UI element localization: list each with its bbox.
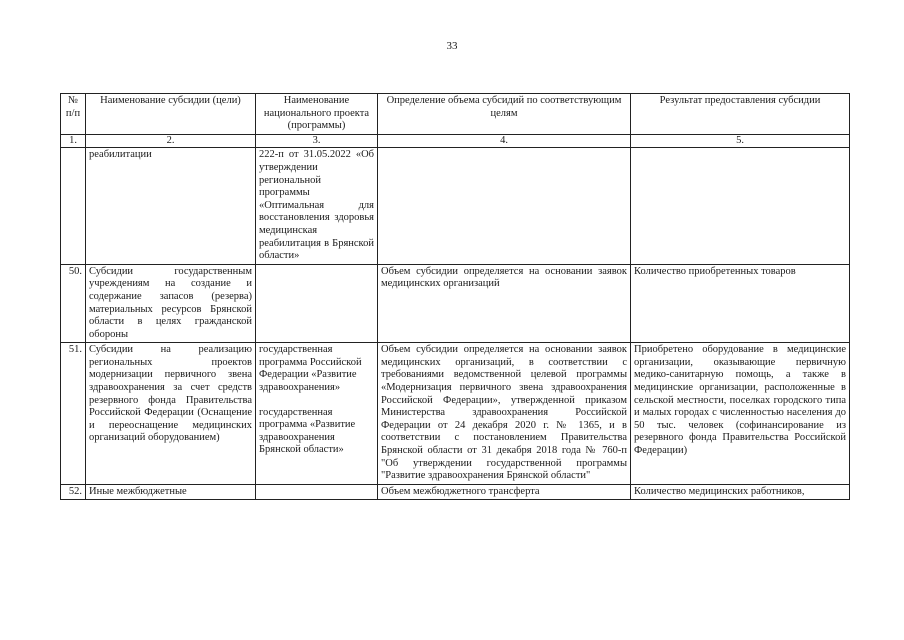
volume-cell: Объем субсидии определяется на основании заявок медицинских организаций bbox=[378, 264, 631, 343]
project-cell: 222-п от 31.05.2022 «Об утверждении региональной программы «Оптимальная для восстановления здоровья медицинская реабилитация в Брянской области» bbox=[256, 148, 378, 264]
subsidy-table bbox=[60, 93, 850, 500]
row-number: 51. bbox=[61, 343, 86, 485]
result-cell: Приобретено оборудование в медицинские организации, оказывающие первичную медико-санитарную помощь, а также в медицинские организации, расположенные в сельской местности, поселках городского типа и малых городах с численностью населения до 50 тыс. человек (софинансирование из резервного фонда Правительства Российской Федерации) bbox=[631, 343, 850, 485]
result-cell: Количество приобретенных товаров bbox=[631, 264, 850, 343]
table-row bbox=[61, 484, 850, 500]
table-row bbox=[61, 264, 850, 343]
row-number bbox=[61, 148, 86, 264]
table-row bbox=[61, 343, 850, 485]
subsidy-name-cell: Субсидии государственным учреждениям на создание и содержание запасов (резерва) материальных ресурсов Брянской области в целях гражданской обороны bbox=[86, 264, 256, 343]
project-cell bbox=[256, 343, 378, 485]
result-cell bbox=[631, 148, 850, 264]
row-number: 50. bbox=[61, 264, 86, 343]
project-cell bbox=[256, 484, 378, 500]
header-national-project: Наименование национального проекта (программы) bbox=[256, 94, 378, 135]
column-index-row bbox=[61, 134, 850, 148]
volume-cell bbox=[378, 148, 631, 264]
table-row bbox=[61, 148, 850, 264]
column-index: 5. bbox=[631, 134, 850, 148]
header-number: № п/п bbox=[61, 94, 86, 135]
page-number: 33 bbox=[446, 40, 458, 52]
project-regional-text: государственная программа «Развитие здравоохранения Брянской области» bbox=[259, 406, 356, 456]
subsidy-name-cell: Субсидии на реализацию региональных проектов модернизации первичного звена здравоохранения за счет средств резервного фонда Правительства Российской Федерации (Оснащение и переоснащение медицинских организаций оборудованием) bbox=[86, 343, 256, 485]
column-index: 2. bbox=[86, 134, 256, 148]
header-volume-definition: Определение объема субсидий по соответствующим целям bbox=[378, 94, 631, 135]
result-cell: Количество медицинских работников, bbox=[631, 484, 850, 500]
column-index: 4. bbox=[378, 134, 631, 148]
project-cell bbox=[256, 264, 378, 343]
project-federal-text: государственная программа Российской Федерации «Развитие здравоохранения» bbox=[259, 344, 362, 394]
header-subsidy-name: Наименование субсидии (цели) bbox=[86, 94, 256, 135]
subsidy-name-cell: Иные межбюджетные bbox=[86, 484, 256, 500]
volume-cell: Объем субсидии определяется на основании заявок медицинских организаций, в соответствии с требованиями ведомственной целевой программы «Модернизация первичного звена здравоохранения Российской Федерации», утвержденной приказом Министерства здравоохранения Российской Федерации от 24 декабря 2020 г. № 1365, и в соответствии с постановлением Правительства Брянской области от 31 декабря 2018 года № 760-п "Об утверждении государственной программы "Развитие здравоохранения Брянской области" bbox=[378, 343, 631, 485]
column-index: 3. bbox=[256, 134, 378, 148]
volume-cell: Объем межбюджетного трансферта bbox=[378, 484, 631, 500]
subsidy-name-cell: реабилитации bbox=[86, 148, 256, 264]
column-index: 1. bbox=[61, 134, 86, 148]
table-header-row bbox=[61, 94, 850, 135]
header-result: Результат предоставления субсидии bbox=[631, 94, 850, 135]
row-number: 52. bbox=[61, 484, 86, 500]
